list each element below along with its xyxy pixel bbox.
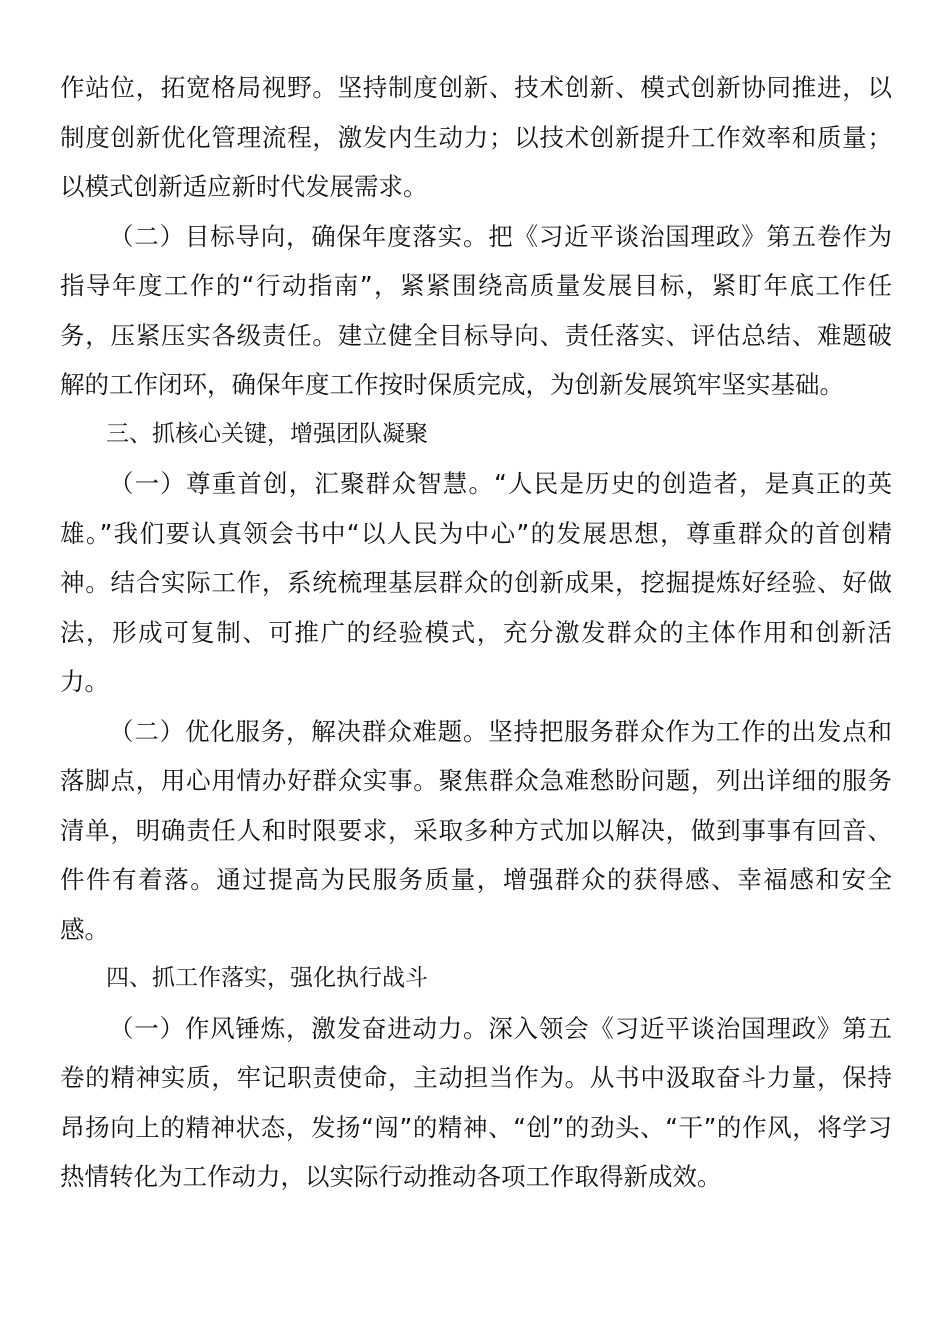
paragraph-respect-initiative: （一）尊重首创，汇聚群众智慧。“人民是历史的创造者，是真正的英雄。”我们要认真领会书中“以人民为中心”的发展思想，尊重群众的首创精神。结合实际工作，系统梳理基层群众的创新成果，挖掘提炼好经验、好做法，形成可复制、可推广的经验模式，充分激发群众的主体作用和创新活力。 bbox=[60, 469, 892, 696]
paragraph-work-style: （一）作风锤炼，激发奋进动力。深入领会《习近平谈治国理政》第五卷的精神实质，牢记职责使命，主动担当作为。从书中汲取奋斗力量，保持昂扬向上的精神状态，发扬“闯”的精神、“创”的劲头、“干”的作风，将学习热情转化为工作动力，以实际行动推动各项工作取得新成效。 bbox=[60, 1013, 892, 1191]
document-body bbox=[60, 63, 892, 1202]
paragraph-optimize-service: （二）优化服务，解决群众难题。坚持把服务群众作为工作的出发点和落脚点，用心用情办好群众实事。聚焦群众急难愁盼问题，列出详细的服务清单，明确责任人和时限要求，采取多种方式加以解决，做到事事有回音、件件有着落。通过提高为民服务质量，增强群众的获得感、幸福感和安全感。 bbox=[60, 716, 892, 944]
section-heading-three: 三、抓核心关键，增强团队凝聚 bbox=[106, 420, 428, 447]
section-heading-four: 四、抓工作落实，强化执行战斗 bbox=[106, 965, 428, 991]
paragraph-continuation: 作站位，拓宽格局视野。坚持制度创新、技术创新、模式创新协同推进，以制度创新优化管理流程，激发内生动力；以技术创新提升工作效率和质量；以模式创新适应新时代发展需求。 bbox=[60, 73, 892, 201]
paragraph-goal-orientation: （二）目标导向，确保年度落实。把《习近平谈治国理政》第五卷作为指导年度工作的“行动指南”，紧紧围绕高质量发展目标，紧盯年底工作任务，压紧压实各级责任。建立健全目标导向、责任落实、评估总结、难题破解的工作闭环，确保年度工作按时保质完成，为创新发展筑牢坚实基础。 bbox=[60, 221, 892, 399]
